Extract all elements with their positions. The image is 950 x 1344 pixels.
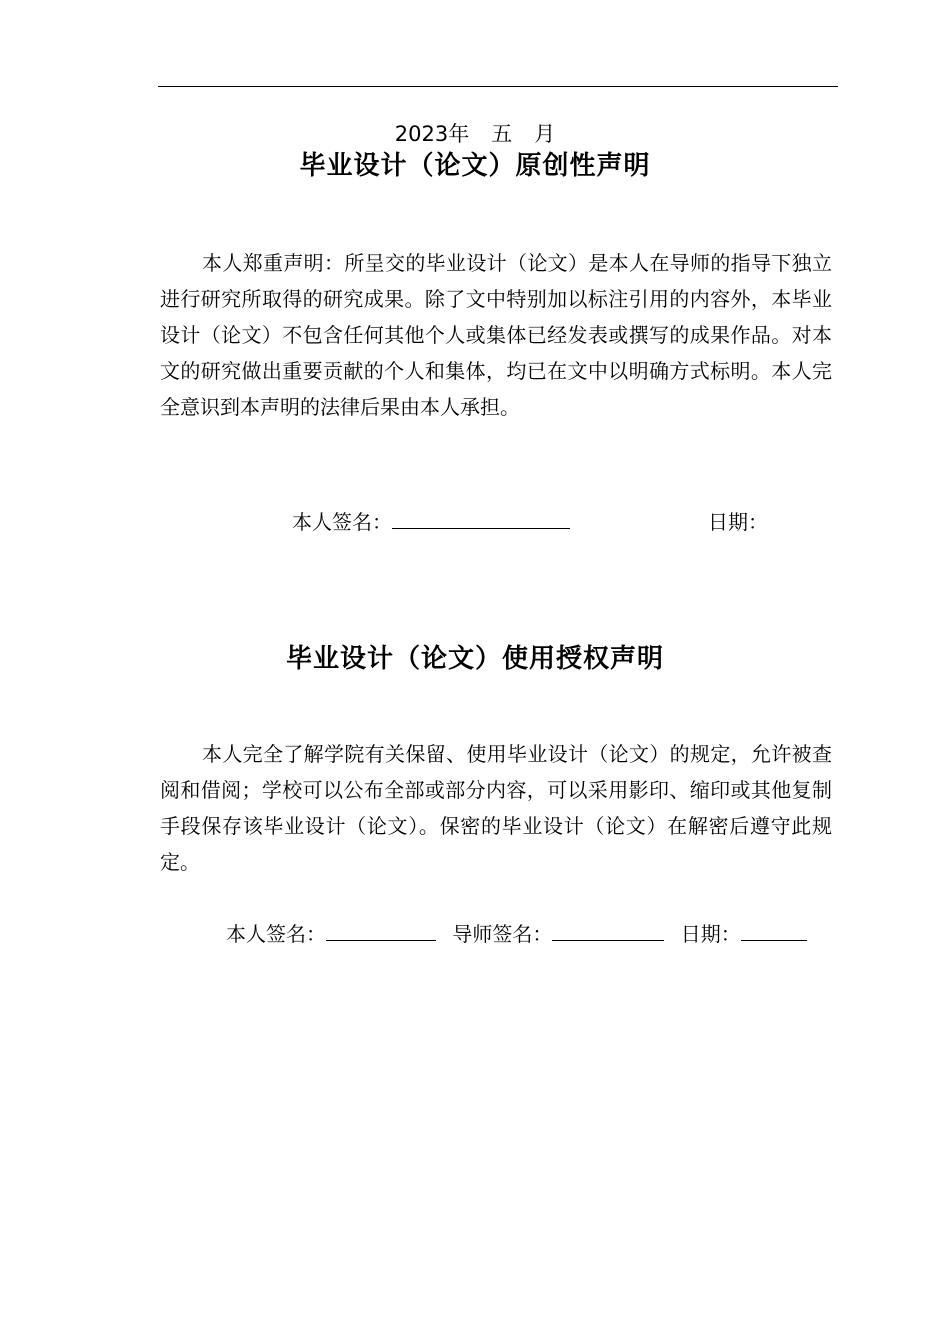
originality-signature-row	[292, 508, 570, 536]
date-month: 五	[491, 122, 513, 146]
originality-date-row	[708, 508, 768, 536]
date-year: 2023	[394, 122, 449, 146]
submission-date	[0, 120, 950, 148]
date-blank[interactable]	[741, 920, 807, 941]
signature-blank[interactable]	[326, 920, 436, 941]
advisor-signature-label: 导师签名：	[452, 922, 553, 946]
signature-label: 本人签名：	[292, 510, 392, 534]
header-rule	[158, 86, 838, 87]
date-label: 日期：	[708, 510, 768, 534]
originality-statement: 本人郑重声明：所呈交的毕业设计（论文）是本人在导师的指导下独立进行研究所取得的研究成果。除了文中特别加以标注引用的内容外，本毕业设计（论文）不包含任何其他个人或集体已经发表或撰写的成果作品。对本文的研究做出重要贡献的个人和集体，均已在文中以明确方式标明。本人完全意识到本声明的法律后果由本人承担。	[160, 251, 832, 419]
authorization-signature-row	[226, 920, 807, 948]
date-year-unit: 年	[448, 122, 470, 146]
originality-title: 毕业设计（论文）原创性声明	[299, 151, 651, 181]
authorization-statement: 本人完全了解学院有关保留、使用毕业设计（论文）的规定，允许被查阅和借阅；学校可以公布全部或部分内容，可以采用影印、缩印或其他复制手段保存该毕业设计（论文）。保密的毕业设计（论文）在解密后遵守此规定。	[160, 742, 832, 874]
signature-label: 本人签名：	[226, 922, 326, 946]
authorization-title: 毕业设计（论文）使用授权声明	[285, 644, 664, 674]
advisor-signature-blank[interactable]	[552, 920, 664, 941]
date-month-unit: 月	[534, 122, 556, 146]
signature-blank[interactable]	[392, 508, 570, 529]
date-label: 日期：	[680, 922, 741, 946]
